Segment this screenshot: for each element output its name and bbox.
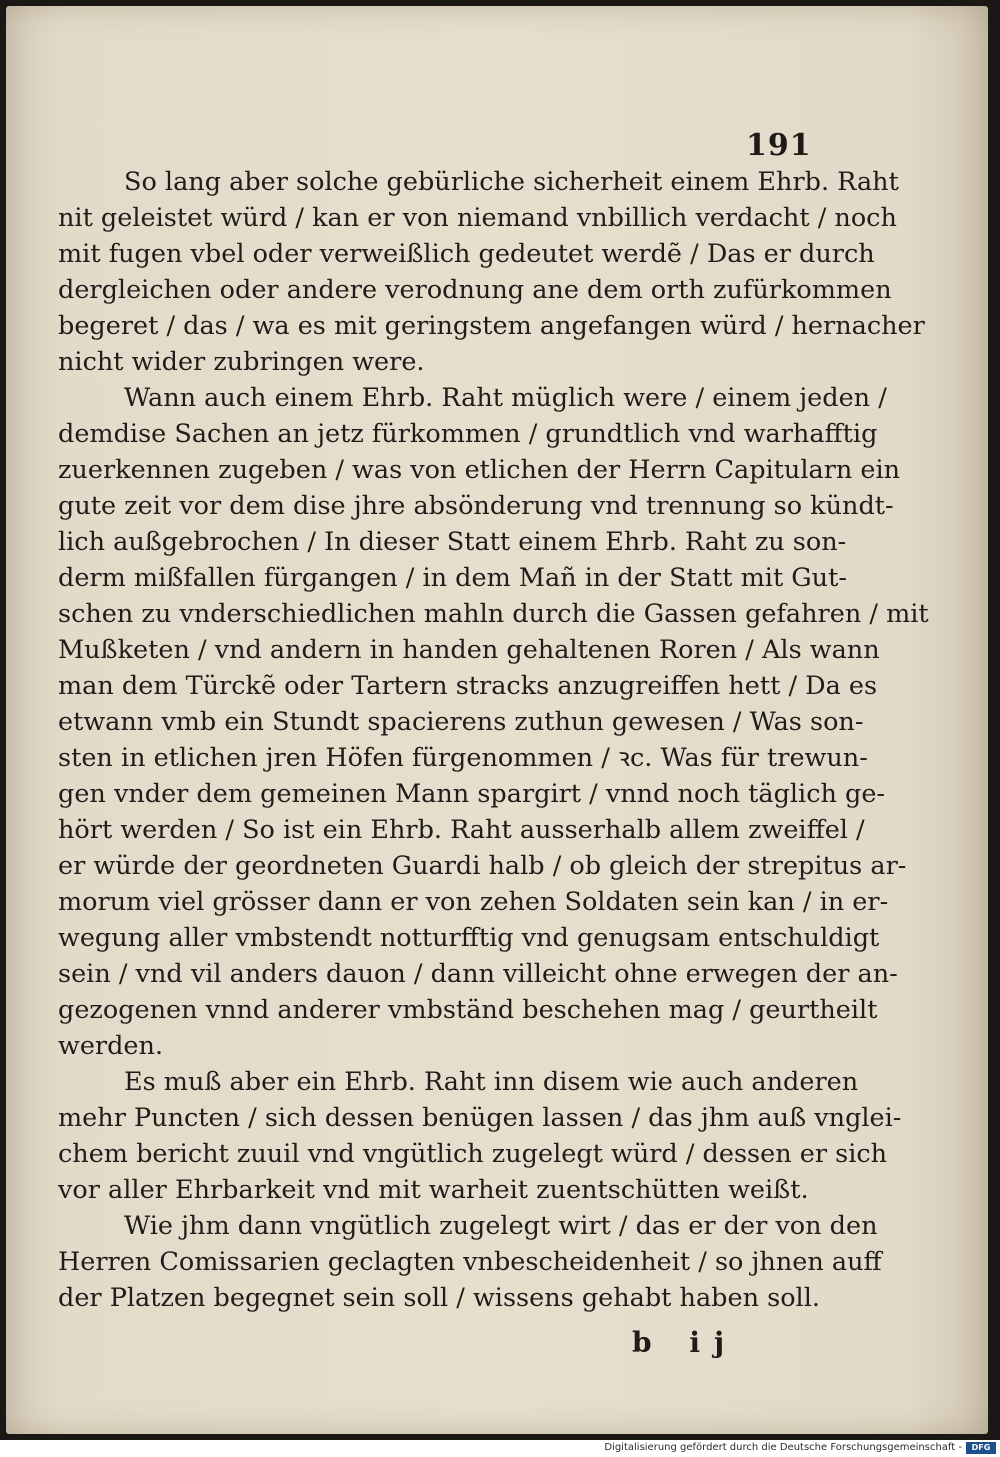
text-line: sten in etlichen jren Höfen fürgenommen / ꝛc. Was für trewun-	[58, 743, 868, 773]
text-line: zuerkennen zugeben / was von etlichen der Herrn Capitularn ein	[58, 455, 901, 485]
text-line: nit geleistet würd / kan er von niemand vnbillich verdacht / noch	[58, 203, 897, 233]
text-line: etwann vmb ein Stundt spacierens zuthun gewesen / Was son-	[58, 707, 864, 737]
text-line: begeret / das / wa es mit geringstem angefangen würd / hernacher	[58, 311, 925, 341]
text-line: Wann auch einem Ehrb. Raht müglich were / einem jeden /	[124, 383, 887, 413]
text-line: er würde der geordneten Guardi halb / ob gleich der strepitus ar-	[58, 851, 907, 881]
text-line: Herren Comissarien geclagten vnbescheidenheit / so jhnen auff	[58, 1247, 882, 1277]
text-line: vor aller Ehrbarkeit vnd mit warheit zuentschütten weißt.	[58, 1175, 809, 1205]
text-line: Wie jhm dann vngütlich zugelegt wirt / das er der von den	[124, 1211, 878, 1241]
text-line: derm mißfallen fürgangen / in dem Mañ in der Statt mit Gut-	[58, 563, 847, 593]
text-line: mit fugen vbel oder verweißlich gedeutet werdẽ / Das er durch	[58, 239, 875, 269]
text-line: morum viel grösser dann er von zehen Soldaten sein kan / in er-	[58, 887, 889, 917]
text-line: der Platzen begegnet sein soll / wissens gehabt haben soll.	[58, 1283, 820, 1313]
page-number: 191	[746, 128, 812, 163]
text-line: gen vnder dem gemeinen Mann spargirt / vnnd noch täglich ge-	[58, 779, 886, 809]
text-line: schen zu vnderschiedlichen mahln durch die Gassen gefahren / mit	[58, 599, 929, 629]
text-line: hört werden / So ist ein Ehrb. Raht ausserhalb allem zweiffel /	[58, 815, 865, 845]
text-line: chem bericht zuuil vnd vngütlich zugelegt würd / dessen er sich	[58, 1139, 888, 1169]
text-line: mehr Puncten / sich dessen benügen lassen / das jhm auß vnglei-	[58, 1103, 902, 1133]
book-page	[6, 6, 988, 1434]
footer-bar	[0, 1440, 1000, 1457]
text-line: werden.	[58, 1031, 164, 1061]
text-line: gezogenen vnnd anderer vmbständ beschehen mag / geurtheilt	[58, 995, 878, 1025]
text-line: nicht wider zubringen were.	[58, 347, 425, 377]
text-line: wegung aller vmbstendt notturfftig vnd genugsam entschuldigt	[58, 923, 880, 953]
text-line: Mußketen / vnd andern in handen gehaltenen Roren / Als wann	[58, 635, 880, 665]
text-line: Es muß aber ein Ehrb. Raht inn disem wie auch anderen	[124, 1067, 859, 1097]
text-line: sein / vnd vil anders dauon / dann villeicht ohne erwegen der an-	[58, 959, 898, 989]
text-line: dergleichen oder andere verodnung ane dem orth zufürkommen	[58, 275, 892, 305]
text-line: So lang aber solche gebürliche sicherheit einem Ehrb. Raht	[124, 167, 899, 197]
text-line: gute zeit vor dem dise jhre absönderung vnd trennung so kündt-	[58, 491, 894, 521]
text-line: lich außgebrochen / In dieser Statt einem Ehrb. Raht zu son-	[58, 527, 847, 557]
text-line: man dem Türckẽ oder Tartern stracks anzugreiffen hett / Da es	[58, 671, 878, 701]
footer-credit: Digitalisierung gefördert durch die Deutsche Forschungsgemeinschaft -	[604, 1442, 962, 1453]
signature-mark: b ij	[632, 1326, 739, 1359]
body-text	[58, 164, 929, 1316]
text-line: demdise Sachen an jetz fürkommen / grundtlich vnd warhafftig	[58, 419, 878, 449]
dfg-logo-icon: DFG	[966, 1442, 996, 1454]
